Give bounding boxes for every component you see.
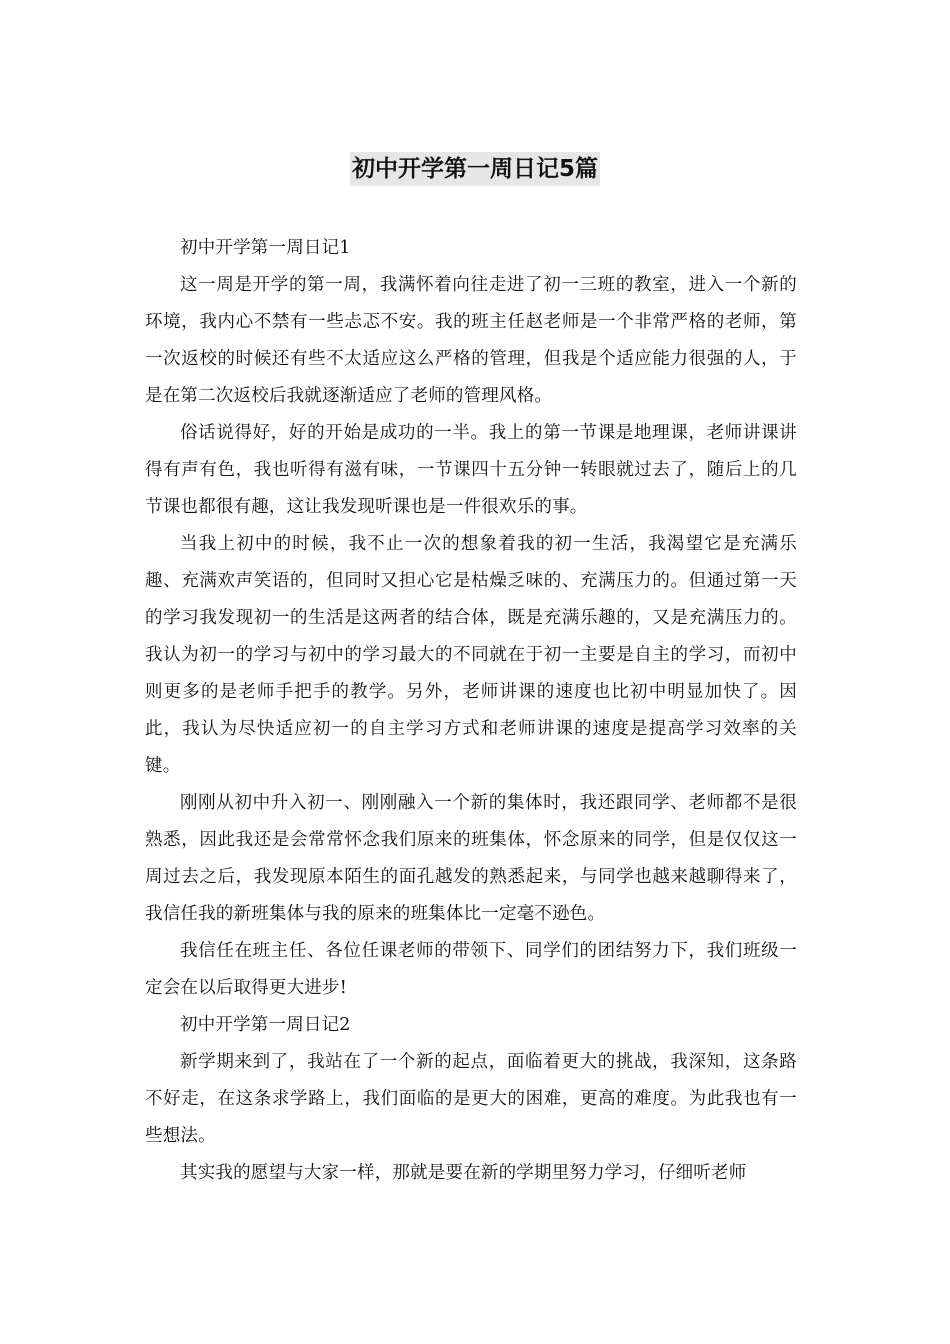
section-heading-1: 初中开学第一周日记1: [180, 238, 351, 258]
paragraph: 新学期来到了，我站在了一个新的起点，面临着更大的挑战，我深知，这条路不好走，在这条求学路上，我们面临的是更大的困难，更高的难度。为此我也有一些想法。: [145, 1052, 797, 1146]
section-heading-2: 初中开学第一周日记2: [180, 1015, 351, 1035]
paragraph: 其实我的愿望与大家一样，那就是要在新的学期里努力学习，仔细听老师: [180, 1163, 747, 1183]
paragraph: 俗话说得好，好的开始是成功的一半。我上的第一节课是地理课，老师讲课讲得有声有色，我也听得有滋有味，一节课四十五分钟一转眼就过去了，随后上的几节课也都很有趣，这让我发现听课也是一件很欢乐的事。: [145, 423, 797, 517]
document-title: 初中开学第一周日记5篇: [350, 152, 600, 186]
paragraph: 这一周是开学的第一周，我满怀着向往走进了初一三班的教室，进入一个新的环境，我内心不禁有一些忐忑不安。我的班主任赵老师是一个非常严格的老师，第一次返校的时候还有些不太适应这么严格的管理，但我是个适应能力很强的人，于是在第二次返校后我就逐渐适应了老师的管理风格。: [145, 275, 797, 406]
paragraph: 当我上初中的时候，我不止一次的想象着我的初一生活，我渴望它是充满乐趣、充满欢声笑语的，但同时又担心它是枯燥乏味的、充满压力的。但通过第一天的学习我发现初一的生活是这两者的结合体，既是充满乐趣的，又是充满压力的。我认为初一的学习与初中的学习最大的不同就在于初一主要是自主的学习，而初中则更多的是老师手把手的教学。另外，老师讲课的速度也比初中明显加快了。因此，我认为尽快适应初一的自主学习方式和老师讲课的速度是提高学习效率的关键。: [145, 534, 797, 776]
paragraph: 我信任在班主任、各位任课老师的带领下、同学们的团结努力下，我们班级一定会在以后取得更大进步!: [145, 941, 797, 998]
title-wrap: [0, 152, 950, 186]
paragraph: 刚刚从初中升入初一、刚刚融入一个新的集体时，我还跟同学、老师都不是很熟悉，因此我还是会常常怀念我们原来的班集体，怀念原来的同学，但是仅仅这一周过去之后，我发现原本陌生的面孔越发的熟悉起来，与同学也越来越聊得来了，我信任我的新班集体与我的原来的班集体比一定毫不逊色。: [145, 793, 797, 924]
document-body: [145, 230, 797, 1192]
